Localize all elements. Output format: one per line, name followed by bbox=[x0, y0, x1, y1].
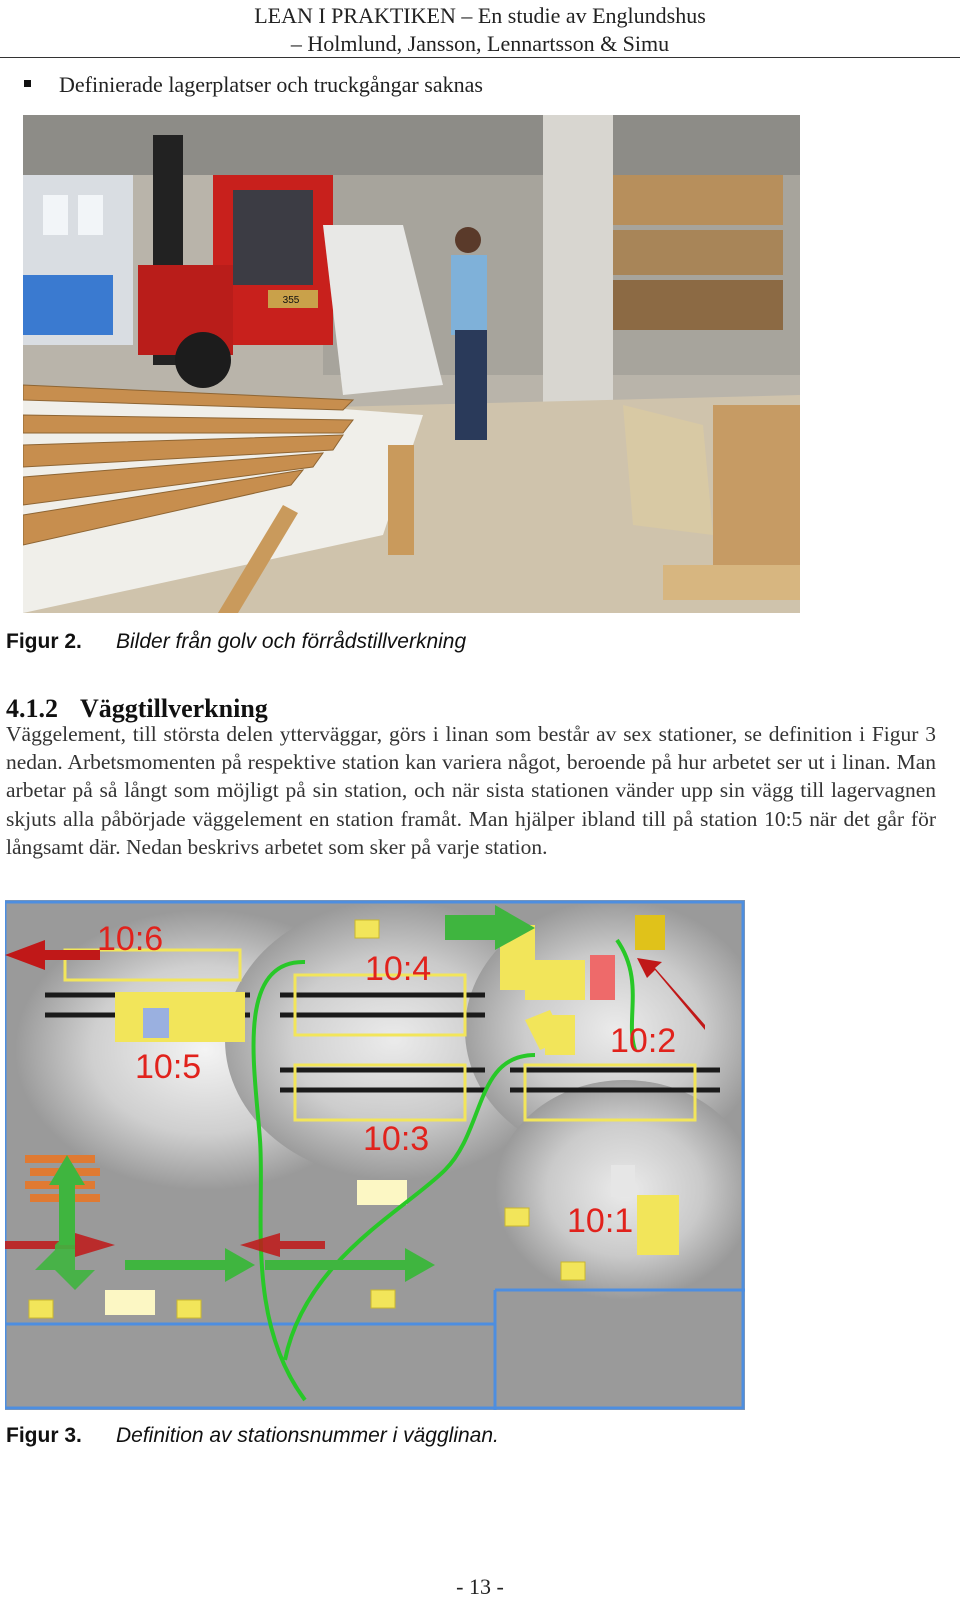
figure-3-label: Figur 3. bbox=[6, 1424, 82, 1447]
figure-2-label: Figur 2. bbox=[6, 630, 82, 653]
figure-3-station-plan bbox=[5, 900, 745, 1410]
header-rule bbox=[0, 57, 960, 58]
bullet-square-icon bbox=[24, 80, 31, 87]
station-label-10-5: 10:5 bbox=[135, 1048, 202, 1086]
body-paragraph: Väggelement, till största delen ytterväggar, görs i linan som består av sex stationer, se definition i Figur 3 nedan. Arbetsmomenten på respektive station kan variera något, beroende på hur arbetet ser ut i linan. Man arbetar på så långt som möjligt på sin station, och när sista stationen vänder upp sin vägg till lagervagnen skjuts alla påbörjade väggelement en station framåt. Man hjälper ibland till på station 10:5 när det går för långsamt där. Nedan beskrivs arbetet som sker på varje station. bbox=[6, 722, 936, 859]
figure-2-caption-text: Bilder från golv och förrådstillverkning bbox=[116, 630, 467, 653]
station-label-10-1: 10:1 bbox=[567, 1202, 634, 1240]
header-line-1: LEAN I PRAKTIKEN – En studie av Englundshus bbox=[254, 3, 706, 28]
page-number: - 13 - bbox=[456, 1574, 504, 1599]
bullet-text: Definierade lagerplatser och truckgångar saknas bbox=[59, 72, 483, 97]
truck-number-label: 355 bbox=[282, 295, 300, 306]
station-label-10-2: 10:2 bbox=[610, 1022, 677, 1060]
figure-2-caption bbox=[6, 630, 466, 654]
station-label-10-3: 10:3 bbox=[363, 1120, 430, 1158]
header-line-2: – Holmlund, Jansson, Lennartsson & Simu bbox=[290, 31, 670, 56]
figure-3-caption-text: Definition av stationsnummer i vägglinan. bbox=[116, 1424, 499, 1447]
figure-2-photo bbox=[23, 115, 800, 613]
station-label-10-4: 10:4 bbox=[365, 950, 432, 988]
running-header bbox=[0, 2, 960, 58]
station-label-10-6: 10:6 bbox=[97, 920, 164, 958]
bullet-item bbox=[24, 72, 483, 98]
figure-3-caption bbox=[6, 1424, 499, 1448]
section-title: Väggtillverkning bbox=[80, 694, 268, 723]
section-number: 4.1.2 bbox=[6, 694, 58, 723]
